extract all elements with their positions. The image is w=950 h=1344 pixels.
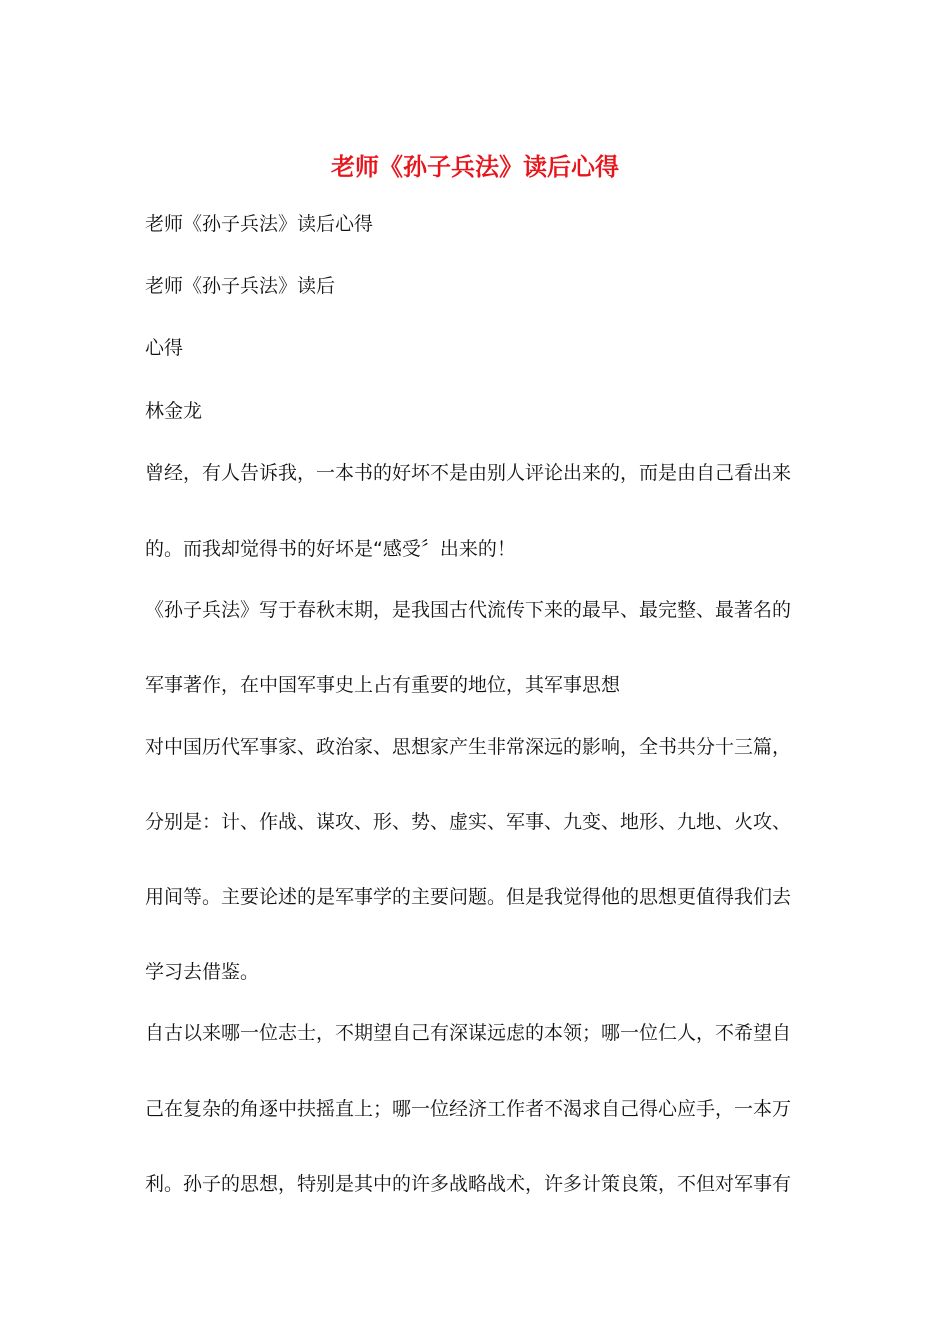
document-title: 老师《孙子兵法》读后心得 — [331, 152, 619, 181]
text-line: 老师《孙子兵法》读后心得 — [145, 213, 374, 235]
text-line: 老师《孙子兵法》读后 — [145, 275, 336, 297]
paragraph-line: 用间等。主要论述的是军事学的主要问题。但是我觉得他的思想更值得我们去 — [145, 886, 792, 908]
paragraph-line: 《孙子兵法》写于春秋末期，是我国古代流传下来的最早、最完整、最著名的 — [145, 599, 792, 621]
paragraph-line: 对中国历代军事家、政治家、思想家产生非常深远的影响，全书共分十三篇， — [145, 736, 792, 758]
paragraph-line: 曾经，有人告诉我，一本书的好坏不是由别人评论出来的，而是由自己看出来 — [145, 462, 792, 484]
author-name: 林金龙 — [145, 400, 203, 422]
paragraph-line: 利。孙子的思想，特别是其中的许多战略战术，许多计策良策，不但对军事有 — [145, 1173, 792, 1195]
paragraph-line: 的。而我却觉得书的好坏是“感受〞出来的！ — [145, 538, 516, 560]
paragraph-line: 分别是：计、作战、谋攻、形、势、虚实、军事、九变、地形、九地、火攻、 — [145, 811, 792, 833]
paragraph-line: 学习去借鉴。 — [145, 961, 260, 983]
paragraph-line: 己在复杂的角逐中扶摇直上；哪一位经济工作者不渴求自己得心应手，一本万 — [145, 1098, 792, 1120]
text-line: 心得 — [145, 337, 184, 359]
paragraph-line: 自古以来哪一位志士，不期望自己有深谋远虑的本领；哪一位仁人，不希望自 — [145, 1022, 792, 1044]
paragraph-line: 军事著作，在中国军事史上占有重要的地位，其军事思想 — [145, 674, 621, 696]
